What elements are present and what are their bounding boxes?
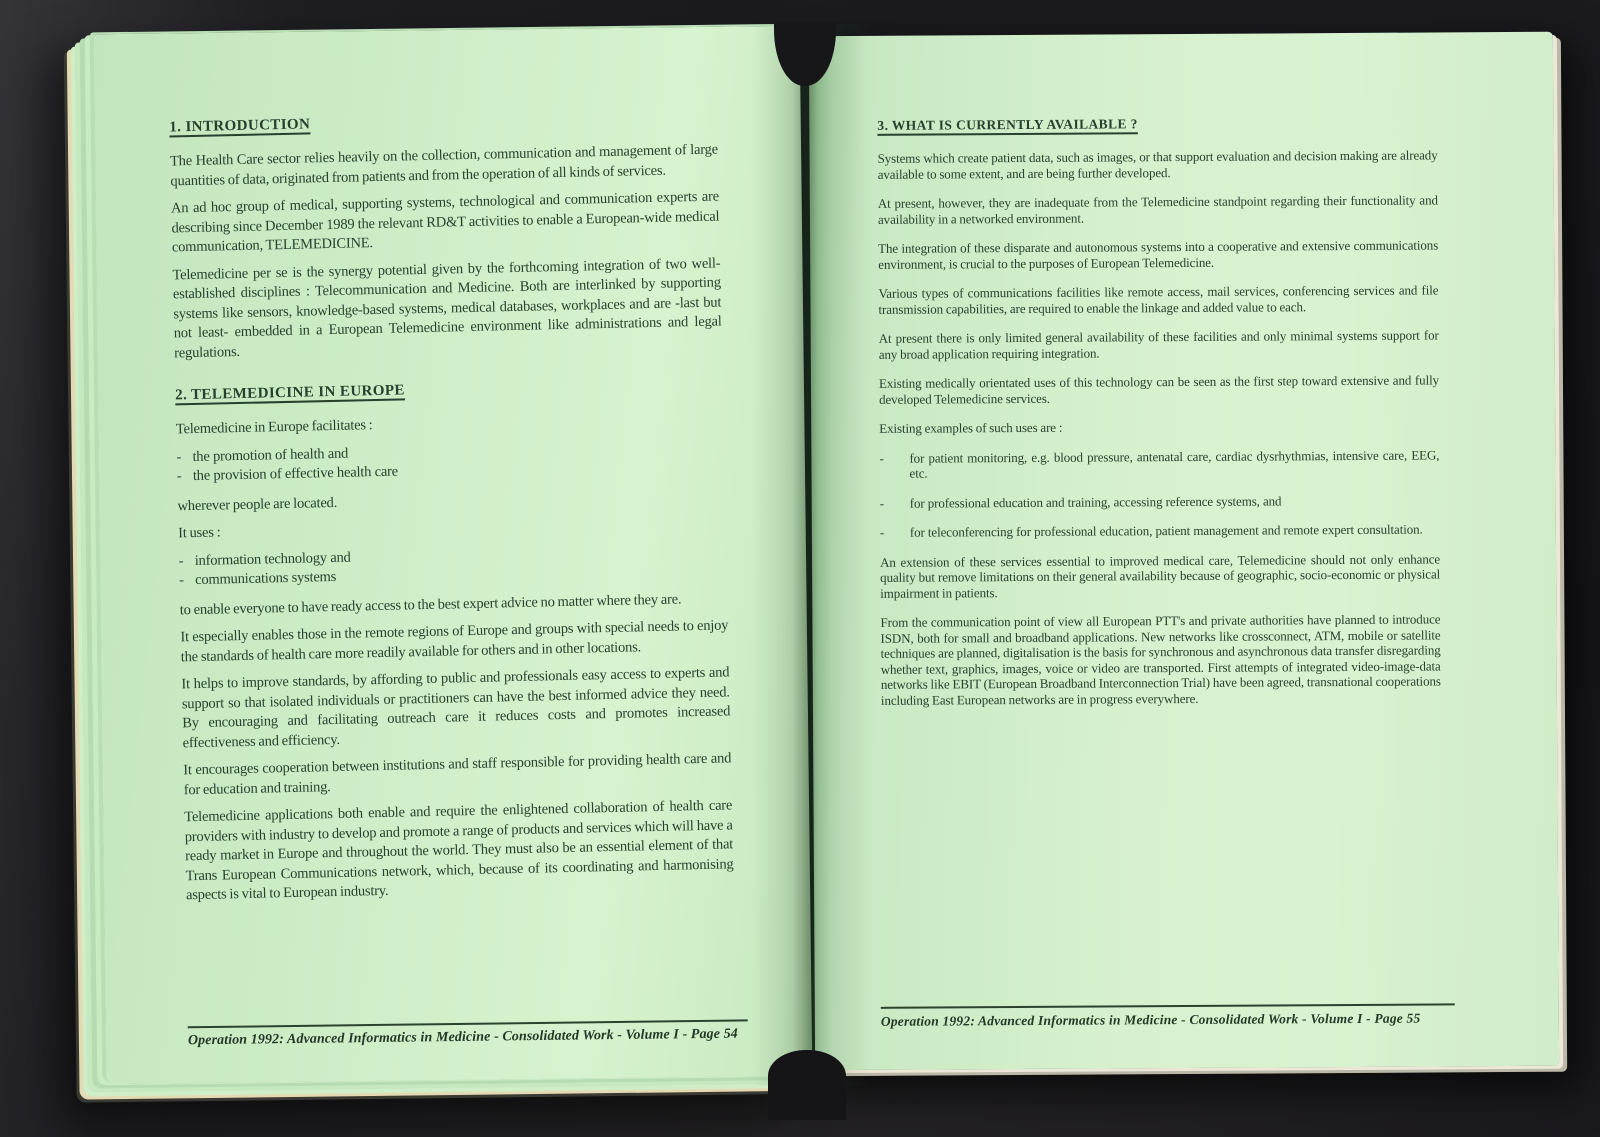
paragraph: Systems which create patient data, such as images, or that support evaluation and decision making are already available to some extent, and are being further developed. (877, 147, 1438, 182)
list-item-text: for patient monitoring, e.g. blood pressure, antenatal care, cardiac dysrhythmias, intensive care, EEG, etc. (909, 446, 1440, 481)
paragraph: Telemedicine applications both enable and require the enlightened collaboration of health care providers with industry to develop and promote a range of products and services which will have a ready market in Europe and throughout the world. They must also be an essential element of that Trans European Communications network, which, because of its coordinating and harmonising aspects is vital to European industry. (184, 797, 734, 904)
paragraph: An extension of these services essential to improved medical care, Telemedicine should not only enhance quality but remove limitations on their general availability because of geographic, socio-economic or physical impairment in patients. (880, 550, 1441, 601)
dash-marker: - (176, 468, 182, 485)
list-item (880, 521, 1440, 540)
dash-marker: - (879, 495, 884, 511)
page-footer-54: Operation 1992: Advanced Informatics in Medicine - Consolidated Work - Volume I - Page 54 (188, 1019, 748, 1049)
section-heading-introduction: 1. INTRODUCTION (169, 116, 311, 136)
paragraph: The Health Care sector relies heavily on the collection, communication and management of large quantities of data, originated from patients and from the operation of all kinds of services. (169, 141, 719, 189)
right-page (809, 32, 1559, 1071)
list-item (880, 492, 1440, 511)
dash-marker: - (178, 572, 184, 589)
section-heading-telemedicine-in-europe: 2. TELEMEDICINE IN EUROPE (174, 382, 406, 404)
paragraph: It uses : (177, 524, 221, 542)
list-item (879, 447, 1439, 481)
list-item-text: for professional education and training, accessing reference systems, and (909, 492, 1282, 511)
paragraph: Existing examples of such uses are : (879, 419, 1063, 436)
list-item-text: the provision of effective health care (192, 463, 399, 485)
paragraph: Various types of communications facilities like remote access, mail services, conferencing services and file transmission capabilities, are required to enable the linkage and added value to each. (878, 282, 1439, 317)
paragraph: to enable everyone to have ready access to the best expert advice no matter where they are. (179, 590, 682, 618)
paragraph: The integration of these disparate and autonomous systems into a cooperative and extensive communications environment, is crucial to the purposes of European Telemedicine. (878, 237, 1439, 272)
section-heading-what-is-currently-available: 3. WHAT IS CURRENTLY AVAILABLE ? (877, 116, 1138, 133)
paragraph: At present, however, they are inadequate from the Telemedicine standpoint regarding their functionality and availability in a networked environment. (877, 192, 1438, 227)
paragraph: wherever people are located. (177, 494, 338, 514)
paragraph: Telemedicine per se is the synergy potential given by the forthcoming integration of two well-established disciplines : Telecommunication and Medicine. Both are interlinked by supporting systems like sensors, knowledge-based systems, medical databases, workplaces and are -last but not least- embedded in a European Telemedicine environment like administrations and legal regulations. (172, 254, 722, 361)
paragraph: From the communication point of view all European PTT's and private authorities have planned to introduce ISDN, both for small and broadband applications. New networks like crossconnect, ATM, mobile or satellite techniques are planned, digitalisation is the basis for synchronous and asynchronous data transfer disregarding whether text, graphics, images, voice or video are transported. First attempts of integrated video-image-data networks like EBIT (European Broadband Interconnection Trial) have been agreed, transnational cooperations including East European networks are in progress everywhere. (880, 611, 1441, 708)
dash-marker: - (176, 448, 182, 465)
list-item-text: information technology and (194, 549, 351, 569)
page-footer-55: Operation 1992: Advanced Informatics in Medicine - Consolidated Work - Volume I - Page 55 (881, 1003, 1455, 1030)
paragraph: An ad hoc group of medical, supporting systems, technological and communication experts are describing since December 1989 the relevant RD&T activities to enable a European-wide medical communication, TELEMEDICINE. (170, 188, 720, 256)
list-item-text: for teleconferencing for professional education, patient management and remote expert consultation. (909, 521, 1423, 540)
dash-marker: - (879, 450, 884, 466)
paragraph: At present there is only limited general availability of these facilities and only minimal systems support for any broad application requiring integration. (878, 327, 1439, 362)
dash-marker: - (879, 524, 885, 540)
left-page (94, 26, 813, 1085)
list-item-text: communications systems (194, 568, 337, 589)
left-page-content (94, 26, 813, 1085)
list-item-text: the promotion of health and (192, 445, 349, 465)
right-page-content (809, 32, 1559, 1071)
paragraph: It encourages cooperation between institutions and staff responsible for providing health care and for education and training. (183, 750, 732, 798)
paragraph: It especially enables those in the remote regions of Europe and groups with special needs to enjoy the standards of health care more readily available for others and in other locations. (180, 617, 729, 665)
paragraph: Existing medically orientated uses of this technology can be seen as the first step toward extensive and fully developed Telemedicine services. (878, 372, 1440, 407)
paragraph: It helps to improve standards, by affording to public and professionals easy access to experts and support so that isolated individuals or practitioners can have the best informed advice they need. By encouraging and facilitating outreach care it reduces costs and promotes increased effectiveness and efficiency. (181, 664, 731, 751)
left-page-text-column (169, 108, 734, 906)
dash-marker: - (178, 552, 184, 569)
paragraph: Telemedicine in Europe facilitates : (175, 417, 373, 438)
